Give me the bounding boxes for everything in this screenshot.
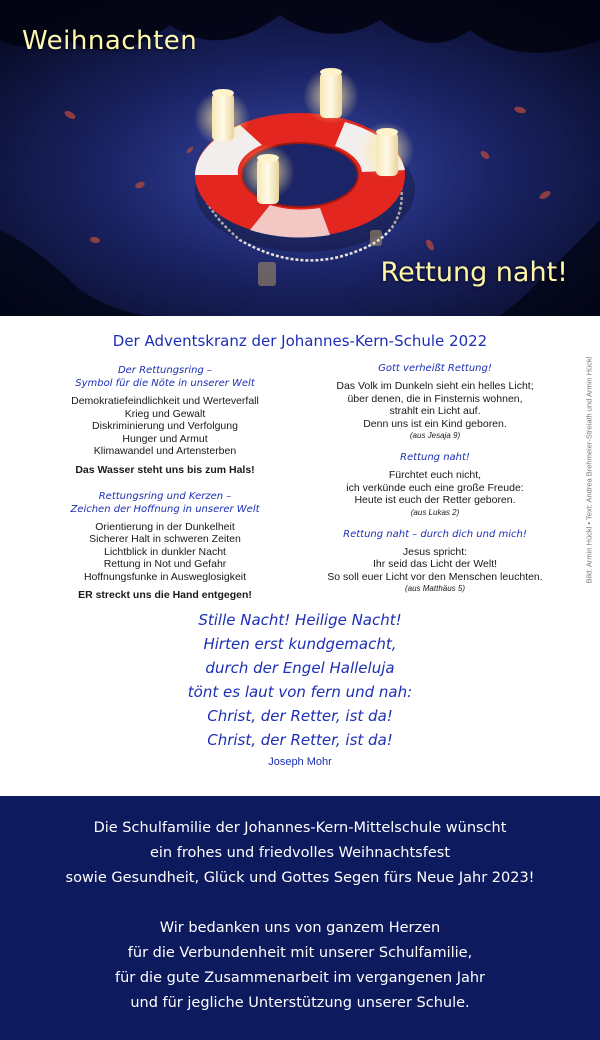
section-heading: Gott verheißt Rettung! [378,363,492,374]
hero-photo [0,0,600,316]
list-item: Hoffnungsfunke in Ausweglosigkeit [83,570,247,583]
hero-slogan: Rettung naht! [380,257,568,288]
verse-line: strahlt ein Licht auf. [389,405,481,417]
content-section [0,316,600,796]
verse-line: Ihr seid das Licht der Welt! [372,558,498,570]
section-heading-line: Zeichen der Hoffnung in unserer Welt [70,503,260,515]
poem-line: Stille Nacht! Heilige Nacht! [198,611,402,629]
section-heading [40,364,290,390]
hero-title: Weihnachten [22,26,198,56]
section-heading-line: Rettungsring und Kerzen – [98,490,232,502]
section-closing: ER streckt uns die Hand entgegen! [78,589,252,601]
poem-stille-nacht [0,608,600,768]
poem-line: Christ, der Retter, ist da! [207,731,393,749]
greeting-line: sowie Gesundheit, Glück und Gottes Segen fürs Neue Jahr 2023! [65,870,535,886]
left-column [40,364,290,601]
section-rettung-naht [310,451,560,518]
list-item: Demokratiefeindlichkeit und Werteverfall [71,395,259,407]
list-item: Sicherer Halt in schweren Zeiten [89,533,241,545]
thanks-block [0,916,600,1016]
list-item: Klimawandel und Artensterben [93,445,237,457]
list-item: Lichtblick in dunkler Nacht [104,545,226,558]
greeting-line: ein frohes und friedvolles Weihnachtsfest [149,845,451,861]
list-item: Diskriminierung und Verfolgung [92,420,238,432]
section-heading: Rettung naht – durch dich und mich! [343,528,527,540]
greeting-block [0,816,600,891]
right-column [310,362,560,594]
verse-line: Jesus spricht: [402,545,468,558]
verse-line: Das Volk im Dunkeln sieht ein helles Licht; [336,380,534,392]
greeting-line: Die Schulfamilie der Johannes-Kern-Mittelschule wünscht [93,820,507,836]
section-closing: Das Wasser steht uns bis zum Hals! [75,463,255,476]
list-item: Krieg und Gewalt [124,407,206,420]
credit-text: Bild: Armin Hückl • Text: Andrea Brehmeier-Streiath und Armin Hückl [584,356,594,584]
thanks-line: Wir bedanken uns von ganzem Herzen [159,920,441,936]
section-heading: Rettung naht! [400,452,470,463]
list-item: Orientierung in der Dunkelheit [95,520,235,533]
poem-line: durch der Engel Halleluja [205,659,395,677]
footer-greeting [0,796,600,1040]
list-item: Hunger und Armut [122,432,208,445]
list-item: Rettung in Not und Gefahr [103,558,227,570]
image-text-credit [582,348,596,592]
verse-source: (aus Lukas 2) [410,507,460,517]
poem-line: tönt es laut von fern und nah: [187,683,413,701]
document-title: Der Adventskranz der Johannes-Kern-Schule 2022 [112,332,488,350]
section-rettungsring-kerzen [40,490,290,602]
thanks-line: für die gute Zusammenarbeit im vergangenen Jahr [114,970,486,986]
poem-author: Joseph Mohr [268,756,332,768]
verse-line: über denen, die in Finsternis wohnen, [347,392,523,405]
verse-line: Heute ist euch der Retter geboren. [354,494,516,506]
section-heading [40,490,290,516]
poem-line: Christ, der Retter, ist da! [207,707,393,725]
poem-line: Hirten erst kundgemacht, [203,635,397,653]
thanks-line: für die Verbundenheit mit unserer Schulfamilie, [127,945,473,961]
verse-source: (aus Matthäus 5) [404,584,466,593]
section-rettungsring [40,364,290,476]
verse-line: ich verkünde euch eine große Freude: [346,481,524,494]
verse-line: Fürchtet euch nicht, [388,469,482,481]
section-gott-verheisst [310,362,560,441]
verse-source: (aus Jesaja 9) [409,431,461,440]
section-heading-line: Symbol für die Nöte in unserer Welt [75,378,255,389]
section-durch-dich-und-mich [310,528,560,595]
verse-line: So soll euer Licht vor den Menschen leuchten. [327,570,543,583]
section-heading-line: Der Rettungsring – [117,365,213,376]
thanks-line: und für jegliche Unterstützung unserer Schule. [130,995,470,1011]
verse-line: Denn uns ist ein Kind geboren. [363,417,507,430]
